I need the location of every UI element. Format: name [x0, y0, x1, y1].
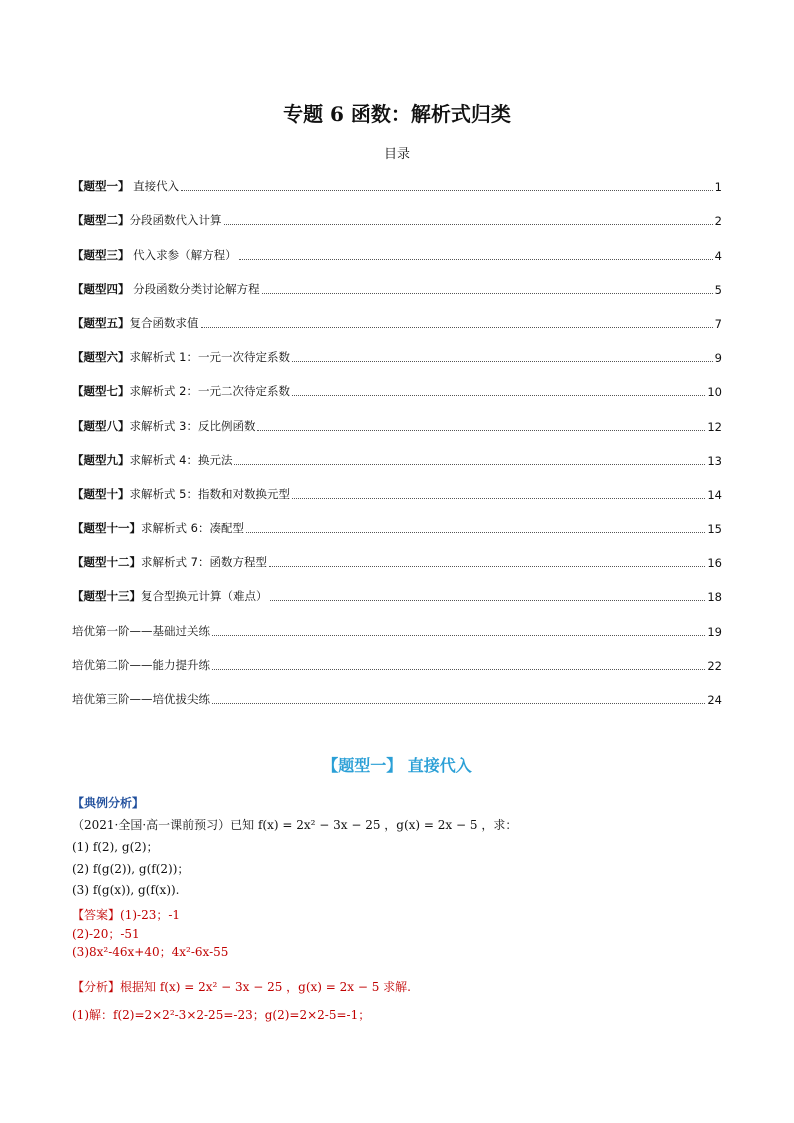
- toc-entry-label: 求解析式 4：换元法: [129, 452, 233, 467]
- toc-page-number: 14: [707, 487, 722, 502]
- toc-entry-label: 复合型换元计算（难点）: [141, 589, 268, 604]
- toc-entry[interactable]: [72, 297, 722, 331]
- toc-entry[interactable]: [72, 331, 722, 365]
- toc-entry-tag: 【题型八】: [72, 418, 130, 433]
- toc-page-number: 18: [707, 590, 722, 605]
- document-title: 专题 6 函数：解析式归类: [283, 102, 511, 126]
- toc-leader-dots: [201, 326, 713, 328]
- toc-page-number: 12: [707, 419, 722, 434]
- toc-entry-label: 求解析式 7：函数方程型: [141, 555, 267, 570]
- toc-entry-label: 培优第三阶——培优拔尖练: [72, 692, 210, 706]
- toc-entry[interactable]: [72, 399, 722, 433]
- question-3: (3) f(g(x)), g(f(x)).: [72, 883, 180, 897]
- toc-entry-tag: 【题型二】: [72, 213, 130, 228]
- toc-leader-dots: [181, 189, 713, 191]
- question-2: (2) f(g(2)), g(f(2))；: [72, 862, 190, 876]
- toc-entry-tag: 【题型十二】: [72, 555, 141, 570]
- toc-entry-label: 培优第一阶——基础过关练: [72, 623, 210, 638]
- toc-heading: 目录: [383, 147, 410, 162]
- question-1: (1) f(2), g(2)；: [72, 840, 159, 854]
- toc-leader-dots: [292, 497, 705, 499]
- toc-entry-label: 求解析式 3：反比例函数: [129, 418, 256, 433]
- toc-entry-tag: 【题型十】: [72, 486, 130, 501]
- toc-entry-tag: 【题型六】: [72, 350, 130, 365]
- toc-entry-label: 代入求参（解方程）: [129, 247, 237, 262]
- solution-line: (1)解：f(2)=2×2²-3×2-25=-23；g(2)=2×2-5=-1；: [72, 1008, 371, 1022]
- toc-entry[interactable]: [72, 604, 722, 638]
- toc-entry[interactable]: [72, 434, 722, 468]
- toc-entry-tag: 【题型十一】: [72, 521, 141, 536]
- toc-leader-dots: [234, 463, 705, 465]
- toc-page-number: 1: [714, 180, 722, 195]
- toc-entry-label: 求解析式 5：指数和对数换元型: [129, 486, 290, 501]
- toc-leader-dots: [270, 599, 706, 601]
- toc-entry[interactable]: [72, 468, 722, 502]
- analysis-text: 根据知 f(x) = 2x² − 3x − 25 ，g(x) = 2x − 5 求解.: [120, 980, 411, 994]
- toc-entry-label: 培优第二阶——能力提升练: [72, 657, 210, 672]
- toc-page-number: 2: [714, 214, 722, 229]
- toc-entry-tag: 【题型四】: [72, 281, 130, 296]
- toc-entry-label: 求解析式 6：凑配型: [141, 521, 244, 536]
- toc-leader-dots: [212, 702, 705, 704]
- toc-page-number: 10: [707, 385, 722, 400]
- answer-2: (2)-20；-51: [72, 927, 140, 941]
- toc-page-number: 9: [714, 351, 722, 366]
- toc-leader-dots: [212, 634, 705, 636]
- toc-leader-dots: [257, 429, 705, 431]
- toc-leader-dots: [292, 394, 705, 396]
- toc-entry-tag: 【题型三】: [72, 247, 130, 262]
- toc-leader-dots: [292, 360, 713, 362]
- answer-1: (1)-23；-1: [120, 908, 181, 922]
- toc-page-number: 4: [714, 248, 722, 263]
- toc-entry-tag: 【题型九】: [72, 452, 130, 467]
- problem-intro: （2021·全国·高一课前预习）已知 f(x) = 2x² − 3x − 25 ，g(x) = 2x − 5 ，求：: [72, 818, 518, 832]
- toc-entry[interactable]: [72, 228, 722, 262]
- toc-leader-dots: [262, 292, 713, 294]
- toc-entry-label: 分段函数代入计算: [129, 213, 222, 228]
- toc-entry[interactable]: [72, 160, 722, 194]
- toc-page-number: 13: [707, 453, 722, 468]
- toc-page-number: 22: [707, 658, 722, 673]
- toc-entry-label: 复合函数求值: [129, 315, 199, 330]
- toc-entry-tag: 【题型五】: [72, 315, 130, 330]
- toc-page-number: 15: [707, 522, 722, 537]
- toc-entry[interactable]: [72, 502, 722, 536]
- toc-entry[interactable]: [72, 639, 722, 673]
- toc-entry[interactable]: [72, 536, 722, 570]
- toc-entry-tag: 【题型一】: [72, 179, 130, 194]
- table-of-contents: [72, 160, 722, 707]
- toc-entry-label: 求解析式 1：一元一次待定系数: [129, 350, 290, 365]
- toc-entry-label: 求解析式 2：一元二次待定系数: [129, 384, 290, 399]
- toc-entry[interactable]: [72, 263, 722, 297]
- toc-entry[interactable]: [72, 673, 722, 707]
- toc-leader-dots: [239, 258, 713, 260]
- toc-entry[interactable]: [72, 365, 722, 399]
- toc-entry-tag: 【题型十三】: [72, 589, 141, 604]
- toc-leader-dots: [224, 223, 713, 225]
- toc-entry-label: 直接代入: [129, 179, 180, 194]
- toc-page-number: 19: [707, 624, 722, 639]
- toc-page-number: 16: [707, 556, 722, 571]
- toc-entry-label: 分段函数分类讨论解方程: [129, 281, 260, 296]
- toc-leader-dots: [212, 668, 705, 670]
- answer-label: 【答案】: [72, 908, 121, 922]
- answer-3: (3)8x²-46x+40；4x²-6x-55: [72, 945, 229, 959]
- section-heading: 【题型一】 直接代入: [322, 756, 472, 775]
- toc-page-number: 7: [714, 316, 722, 331]
- analysis-label: 【分析】: [72, 980, 121, 994]
- toc-entry-tag: 【题型七】: [72, 384, 130, 399]
- toc-leader-dots: [269, 565, 705, 567]
- toc-page-number: 5: [714, 282, 722, 297]
- toc-entry[interactable]: [72, 570, 722, 604]
- toc-page-number: 24: [707, 693, 722, 707]
- toc-leader-dots: [246, 531, 705, 533]
- example-label: 【典例分析】: [72, 796, 145, 810]
- toc-entry[interactable]: [72, 194, 722, 228]
